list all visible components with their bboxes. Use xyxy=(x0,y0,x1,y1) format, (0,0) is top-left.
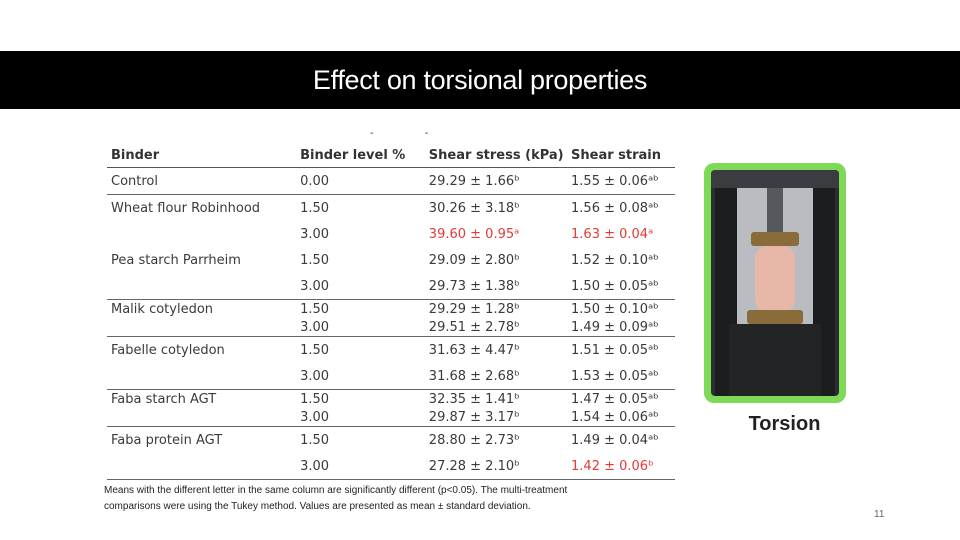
footnote-line: Means with the different letter in the same column are significantly different (p<0.05). The multi-treatment xyxy=(104,485,568,496)
results-table xyxy=(107,143,675,480)
table-row xyxy=(107,318,675,337)
table-row xyxy=(107,427,675,454)
cell-stress: 29.29 ± 1.28ᵇ xyxy=(425,300,567,319)
rheometer-image xyxy=(711,170,839,396)
cell-level: 3.00 xyxy=(296,453,425,480)
cell-strain: 1.53 ± 0.05ᵃᵇ xyxy=(571,368,659,384)
table-row xyxy=(107,390,675,409)
cell-strain: 1.56 ± 0.08ᵃᵇ xyxy=(567,195,675,222)
cell-binder xyxy=(107,318,296,337)
cell-stress: 29.87 ± 3.17ᵇ xyxy=(428,409,520,425)
cell-level: 1.50 xyxy=(296,195,425,222)
cell-binder: Faba protein AGT xyxy=(107,427,296,454)
table-header-row xyxy=(107,143,675,168)
cell-stress: 30.26 ± 3.18ᵇ xyxy=(425,195,567,222)
cell-stress: 28.80 ± 2.73ᵇ xyxy=(425,427,567,454)
cell-strain: 1.49 ± 0.09ᵃᵇ xyxy=(571,319,659,335)
table-row xyxy=(107,337,675,364)
cell-binder xyxy=(107,221,296,247)
table-row xyxy=(107,363,675,390)
table-top-marks xyxy=(370,128,476,139)
cell-level: 3.00 xyxy=(300,409,330,425)
table-row xyxy=(107,273,675,300)
sample-specimen xyxy=(755,246,795,312)
cell-binder xyxy=(107,408,296,427)
title-bar xyxy=(0,51,960,109)
cell-stress: 29.51 ± 2.78ᵇ xyxy=(428,319,520,335)
header-shear-strain: Shear strain xyxy=(567,143,675,168)
table-row xyxy=(107,408,675,427)
top-mark: - xyxy=(370,128,374,139)
cell-level: 1.50 xyxy=(300,252,330,268)
results-table-image xyxy=(104,128,678,472)
header-binder-level: Binder level % xyxy=(296,143,425,168)
cell-stress: 29.09 ± 2.80ᵇ xyxy=(428,252,520,268)
cell-level: 1.50 xyxy=(296,427,425,454)
cell-binder: Control xyxy=(107,168,296,195)
cell-level: 3.00 xyxy=(300,368,330,384)
upper-plate xyxy=(751,232,799,246)
cell-level: 1.50 xyxy=(296,390,425,409)
cell-strain: 1.52 ± 0.10ᵃᵇ xyxy=(571,252,659,268)
cell-binder: Pea starch Parrheim xyxy=(111,252,241,268)
table-row xyxy=(107,221,675,247)
cell-strain: 1.51 ± 0.05ᵃᵇ xyxy=(567,337,675,364)
cell-binder: Faba starch AGT xyxy=(107,390,296,409)
photo-label: Torsion xyxy=(748,413,821,435)
lower-plate xyxy=(747,310,803,324)
cell-binder: Wheat flour Robinhood xyxy=(107,195,296,222)
cell-stress: 32.35 ± 1.41ᵇ xyxy=(425,390,567,409)
cell-binder xyxy=(107,273,296,300)
cell-binder: Malik cotyledon xyxy=(107,300,296,319)
cell-stress: 29.29 ± 1.66ᵇ xyxy=(425,168,567,195)
top-mark: - xyxy=(424,128,429,139)
cell-strain: 1.47 ± 0.05ᵃᵇ xyxy=(567,390,675,409)
table-row xyxy=(107,168,675,195)
cell-level: 3.00 xyxy=(300,319,330,335)
cell-stress: 31.68 ± 2.68ᵇ xyxy=(428,368,520,384)
cell-level: 3.00 xyxy=(300,226,330,242)
footnote-line: comparisons were using the Tukey method. Values are presented as mean ± standard deviation. xyxy=(104,501,531,512)
cell-binder xyxy=(107,363,296,390)
page-number: 11 xyxy=(874,509,885,520)
torsion-photo xyxy=(704,163,846,403)
cell-strain: 1.55 ± 0.06ᵃᵇ xyxy=(567,168,675,195)
table-row xyxy=(107,195,675,222)
cell-strain: 1.54 ± 0.06ᵃᵇ xyxy=(571,409,659,425)
cell-strain: 1.50 ± 0.10ᵃᵇ xyxy=(567,300,675,319)
cell-stress-highlight: 39.60 ± 0.95ᵃ xyxy=(428,226,520,242)
rheometer-crossbar xyxy=(711,170,839,188)
cell-strain-highlight: 1.63 ± 0.04ᵃ xyxy=(571,226,654,242)
header-binder: Binder xyxy=(107,143,296,168)
table-row xyxy=(107,247,675,273)
cell-strain: 1.49 ± 0.04ᵃᵇ xyxy=(567,427,675,454)
rheometer-shaft xyxy=(767,188,783,236)
table-row xyxy=(107,453,675,480)
cell-binder xyxy=(107,453,296,480)
rheometer-base xyxy=(729,324,821,396)
cell-stress: 29.73 ± 1.38ᵇ xyxy=(428,278,520,294)
header-shear-stress: Shear stress (kPa) xyxy=(425,143,567,168)
cell-strain-highlight: 1.42 ± 0.06ᵇ xyxy=(567,453,675,480)
cell-strain: 1.50 ± 0.05ᵃᵇ xyxy=(571,278,659,294)
slide-title: Effect on torsional properties xyxy=(312,64,648,95)
cell-binder: Fabelle cotyledon xyxy=(107,337,296,364)
cell-level: 1.50 xyxy=(296,300,425,319)
table-row xyxy=(107,300,675,319)
cell-stress: 27.28 ± 2.10ᵇ xyxy=(425,453,567,480)
cell-stress: 31.63 ± 4.47ᵇ xyxy=(425,337,567,364)
cell-level: 3.00 xyxy=(300,278,330,294)
cell-level: 0.00 xyxy=(296,168,425,195)
footnote xyxy=(104,483,664,515)
cell-level: 1.50 xyxy=(296,337,425,364)
